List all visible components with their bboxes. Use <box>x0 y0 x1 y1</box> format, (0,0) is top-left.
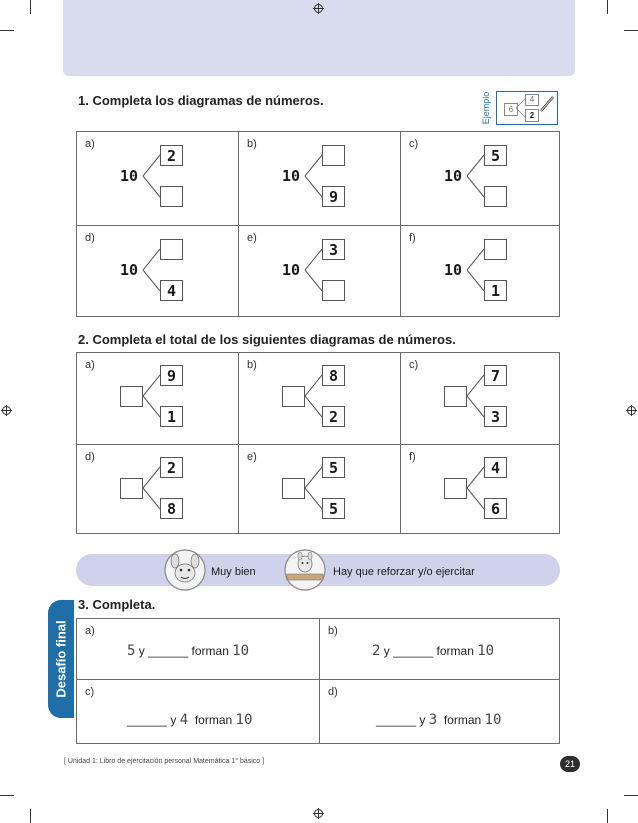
crop-mark <box>607 0 608 14</box>
word-forman: forman <box>191 644 229 658</box>
section-3-title: 3. Completa. <box>78 597 156 612</box>
diagram-cell <box>239 445 401 533</box>
word-forman: forman <box>436 644 474 658</box>
registration-mark-icon <box>626 405 637 416</box>
word-forman: forman <box>443 713 482 727</box>
crop-mark <box>607 809 608 823</box>
addend-2: 4 <box>179 712 189 728</box>
top-part-box: 5 <box>484 145 507 166</box>
top-part-box: 5 <box>322 457 345 478</box>
section-3-item <box>77 619 320 680</box>
section-3-item <box>77 680 320 743</box>
bottom-part-box: 4 <box>160 280 183 301</box>
addend-1: 2 <box>372 643 381 659</box>
assessment-good-label: Muy bien <box>211 566 256 578</box>
crop-mark <box>0 795 14 796</box>
total-box: 10 <box>116 166 142 187</box>
bottom-part-box[interactable] <box>322 280 345 301</box>
answer-blank[interactable]: ______ <box>393 644 434 658</box>
item-label: f) <box>409 451 416 463</box>
crop-mark <box>624 795 638 796</box>
example-label: Ejemplo <box>481 91 491 125</box>
sentence <box>376 712 501 728</box>
top-part-box[interactable] <box>484 239 507 260</box>
section-1-title: 1. Completa los diagramas de números. <box>78 93 324 108</box>
total-box[interactable] <box>120 386 143 407</box>
top-part-box: 9 <box>160 365 183 386</box>
item-label: d) <box>328 686 338 698</box>
total-box: 10 <box>116 260 142 281</box>
total-box: 10 <box>440 166 466 187</box>
answer-blank[interactable]: ______ <box>148 644 189 658</box>
item-label: e) <box>247 451 257 463</box>
item-label: d) <box>85 451 95 463</box>
section-3-item <box>320 680 559 743</box>
section-1-grid <box>76 131 560 317</box>
diagram-cell <box>77 445 239 533</box>
sum-total: 10 <box>477 643 495 659</box>
crop-mark <box>0 30 14 31</box>
bottom-part-box: 5 <box>322 498 345 519</box>
top-part-box: 2 <box>160 457 183 478</box>
word-y: y <box>138 644 145 658</box>
item-label: e) <box>247 232 257 244</box>
assessment-reinforce-label: Hay que reforzar y/o ejercitar <box>333 566 475 578</box>
top-part-box: 7 <box>484 365 507 386</box>
llama-face-icon <box>163 548 207 592</box>
top-part-box: 3 <box>322 239 345 260</box>
item-label: c) <box>85 686 95 698</box>
example-total: 6 <box>504 103 518 116</box>
side-tab-label: Desafío final <box>53 620 69 698</box>
example-top: 4 <box>525 94 539 106</box>
crop-mark <box>30 809 31 823</box>
total-box[interactable] <box>282 386 305 407</box>
top-part-box: 2 <box>160 145 183 166</box>
total-box: 10 <box>440 260 466 281</box>
registration-mark-icon <box>313 3 324 14</box>
diagram-cell <box>239 353 401 445</box>
item-label: d) <box>85 232 95 244</box>
bottom-part-box: 9 <box>322 186 345 207</box>
bottom-part-box[interactable] <box>484 186 507 207</box>
bottom-part-box: 8 <box>160 498 183 519</box>
bottom-part-box: 1 <box>484 280 507 301</box>
total-box[interactable] <box>282 478 305 499</box>
sentence <box>127 643 249 659</box>
footer-text: [ Unidad 1: Libro de ejercitación personal Matemática 1° básico ] <box>64 758 265 765</box>
item-label: b) <box>247 138 257 150</box>
top-part-box[interactable] <box>322 145 345 166</box>
diagram-cell <box>401 132 559 226</box>
crop-mark <box>30 0 31 14</box>
page-number: 21 <box>560 756 580 772</box>
item-label: f) <box>409 232 416 244</box>
diagram-cell <box>401 445 559 533</box>
item-label: b) <box>247 359 257 371</box>
sentence <box>127 712 252 728</box>
item-label: c) <box>409 359 419 371</box>
answer-blank[interactable]: ______ <box>127 713 168 727</box>
example-bottom: 2 <box>525 109 539 122</box>
item-label: a) <box>85 625 95 637</box>
word-forman: forman <box>194 713 233 727</box>
addend-1: 5 <box>127 643 136 659</box>
total-box[interactable] <box>444 478 467 499</box>
total-box: 10 <box>278 260 304 281</box>
registration-mark-icon <box>1 405 12 416</box>
bottom-part-box: 2 <box>322 406 345 427</box>
diagram-cell <box>77 353 239 445</box>
total-box: 10 <box>278 166 304 187</box>
section-2-grid <box>76 352 560 534</box>
item-label: a) <box>85 138 95 150</box>
total-box[interactable] <box>444 386 467 407</box>
bottom-part-box: 1 <box>160 406 183 427</box>
example-box <box>478 88 560 128</box>
diagram-cell <box>77 226 239 316</box>
item-label: c) <box>409 138 419 150</box>
word-y: y <box>419 713 426 727</box>
item-label: a) <box>85 359 95 371</box>
sum-total: 10 <box>232 643 250 659</box>
top-part-box: 4 <box>484 457 507 478</box>
diagram-cell <box>239 132 401 226</box>
llama-thinking-icon <box>283 548 327 592</box>
pencil-icon <box>538 94 556 114</box>
diagram-cell <box>239 226 401 316</box>
addend-2: 3 <box>428 712 438 728</box>
bottom-part-box[interactable] <box>160 186 183 207</box>
diagram-cell <box>77 132 239 226</box>
answer-blank[interactable]: ______ <box>376 713 417 727</box>
sum-total: 10 <box>484 712 502 728</box>
top-part-box[interactable] <box>160 239 183 260</box>
diagram-cell <box>401 353 559 445</box>
bottom-part-box: 3 <box>484 406 507 427</box>
word-y: y <box>383 644 390 658</box>
item-label: b) <box>328 625 338 637</box>
total-box[interactable] <box>120 478 143 499</box>
diagram-cell <box>401 226 559 316</box>
sentence <box>372 643 494 659</box>
section-3-item <box>320 619 559 680</box>
registration-mark-icon <box>313 808 324 819</box>
section-2-title: 2. Completa el total de los siguientes diagramas de números. <box>78 332 456 347</box>
top-part-box: 8 <box>322 365 345 386</box>
crop-mark <box>624 30 638 31</box>
bottom-part-box: 6 <box>484 498 507 519</box>
sum-total: 10 <box>235 712 253 728</box>
section-3-grid <box>76 618 560 744</box>
word-y: y <box>170 713 177 727</box>
